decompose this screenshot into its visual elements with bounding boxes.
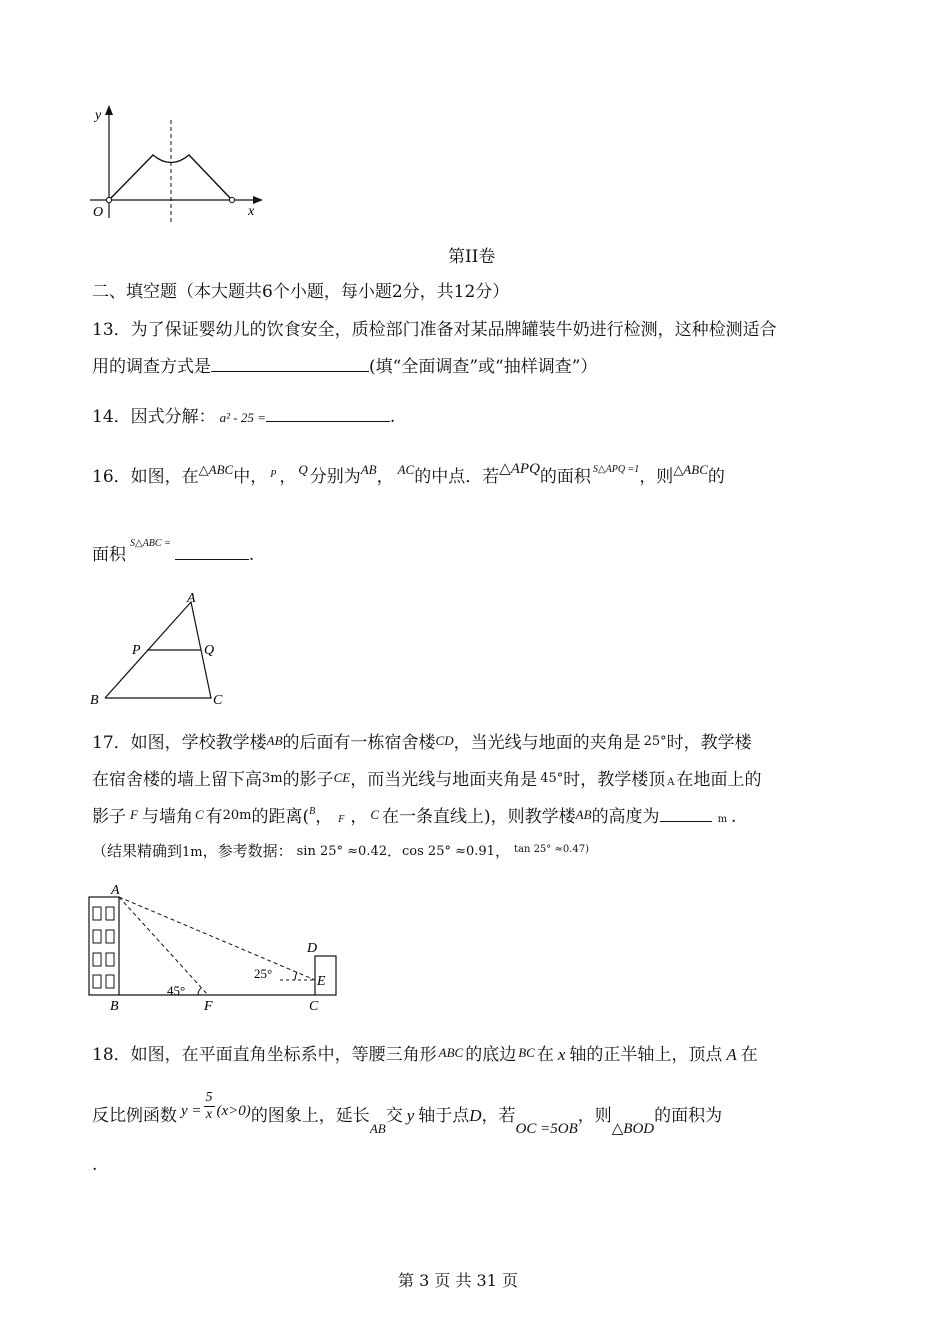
- part2-heading: 二、填空题（本大题共6个小题，每小题2分，共12分）: [92, 282, 510, 302]
- q17-text: ，: [315, 807, 333, 827]
- q17-math: C: [370, 807, 380, 822]
- q18-text: 的图象上，延长: [250, 1106, 370, 1126]
- q16-text: 16．如图，在: [92, 467, 199, 487]
- q17-math: B: [309, 806, 316, 817]
- q17-text: 在一条直线上)，则教学楼: [382, 807, 576, 827]
- q17-math: AB: [575, 807, 592, 822]
- q16-math: AB: [360, 462, 377, 477]
- q18-denominator: x: [205, 1107, 213, 1122]
- section-title: 第II卷: [448, 247, 496, 267]
- label-c: C: [309, 999, 319, 1012]
- q17-text: .: [731, 807, 737, 827]
- q14-label: 14．因式分解：: [92, 407, 216, 427]
- label-f: F: [204, 999, 213, 1012]
- q17-math: C: [194, 807, 204, 822]
- q16-text: ，: [279, 467, 297, 487]
- q17-text: 时，教学楼顶: [563, 770, 666, 790]
- q16-text: ，则: [639, 467, 674, 487]
- q17-text: 有: [205, 807, 223, 827]
- q18-math: (x>0): [216, 1103, 251, 1119]
- q16-math: S△ABC =: [130, 538, 171, 549]
- q17-text: （结果精确到: [92, 842, 183, 860]
- q17-text: ，当光线与地面的夹角是: [453, 733, 641, 753]
- q18-text: ，则: [577, 1106, 612, 1126]
- q16-line1: [92, 462, 725, 487]
- q17-text: 的后面有一栋宿舍楼: [282, 733, 436, 753]
- label-e: E: [317, 974, 326, 989]
- q13-line2: [92, 352, 597, 377]
- q18-math: △BOD: [611, 1121, 655, 1137]
- q16-math: △ABC: [673, 462, 708, 477]
- q18-math: BC: [518, 1045, 535, 1060]
- q18-text: 轴于点: [418, 1106, 470, 1126]
- label-a: A: [111, 883, 120, 898]
- q18-math: y =: [181, 1103, 202, 1119]
- q17-line1: [92, 728, 752, 753]
- point-p: P: [132, 643, 141, 658]
- q16-math: P: [270, 469, 277, 480]
- q17-text: 在地面上的: [676, 770, 762, 790]
- q17-math: CD: [435, 733, 454, 748]
- q16-answer-blank[interactable]: [175, 543, 249, 560]
- q16-math: △ABC: [198, 462, 234, 477]
- q17-text: 在宿舍楼的墙上留下高: [92, 770, 262, 790]
- q17-line2: [92, 765, 762, 790]
- q18-math: A: [726, 1045, 737, 1064]
- q16-text: 的: [707, 467, 725, 487]
- q14-math: a² - 25 =: [219, 410, 266, 425]
- q18-fraction: [204, 1090, 215, 1123]
- page-footer: 第 3 页 共 31 页: [398, 1271, 518, 1290]
- q14-line: [92, 402, 395, 427]
- q18-text: ，若: [481, 1106, 516, 1126]
- q18-line2: [92, 1090, 723, 1140]
- q16-text: 面积: [92, 545, 126, 565]
- q17-line3: [92, 802, 736, 827]
- q17-text: 影子: [92, 807, 126, 827]
- angle-45-label: 45°: [167, 983, 186, 998]
- q17-math: AB: [266, 733, 283, 748]
- q17-text: 的距离(: [251, 807, 310, 827]
- q17-text: 的高度为: [591, 807, 660, 827]
- q16-line2: [92, 540, 254, 565]
- q17-text: ，而当光线与地面夹角是: [350, 770, 538, 790]
- angle-25-label: 25°: [254, 966, 273, 981]
- q18-text: 交: [385, 1106, 403, 1126]
- label-b: B: [110, 999, 119, 1012]
- q17-math: F: [338, 814, 345, 825]
- q13-line2-pre: 用的调查方式是: [92, 357, 211, 377]
- q17-text: 时，教学楼: [666, 733, 752, 753]
- label-d: D: [307, 941, 318, 956]
- q16-math: S△APQ =1: [592, 464, 640, 475]
- q18-text: 反比例函数: [92, 1106, 177, 1126]
- q18-math: ABC: [438, 1045, 464, 1060]
- q18-text: 18．如图，在平面直角坐标系中，等腰三角形: [92, 1045, 437, 1065]
- point-q: Q: [204, 643, 215, 658]
- q14-end: .: [389, 407, 396, 427]
- q18-math: OC =5OB: [515, 1121, 578, 1137]
- q17-math: 20m: [222, 808, 252, 823]
- q17-text: ，: [350, 807, 368, 827]
- q17-math: 45°: [540, 771, 564, 786]
- vertex-b: B: [90, 693, 99, 708]
- q16-text: 的中点．若: [414, 467, 500, 487]
- q16-math: △APQ: [499, 461, 540, 477]
- q17-answer-blank[interactable]: [660, 805, 712, 822]
- q16-text: .: [248, 545, 255, 565]
- q13-answer-blank[interactable]: [211, 355, 369, 372]
- q18-text: 的底边: [465, 1045, 517, 1065]
- q17-math: A: [667, 777, 675, 788]
- q18-numerator: 5: [205, 1090, 213, 1105]
- vertex-a: A: [187, 591, 196, 606]
- q16-math: Q: [298, 462, 308, 477]
- q18-math: D: [469, 1106, 482, 1125]
- q16-text: 中，: [233, 467, 268, 487]
- origin-label: O: [93, 205, 104, 220]
- triangle-figure: [85, 588, 235, 708]
- y-axis-label: y: [95, 108, 102, 123]
- q17-math: F: [130, 807, 138, 822]
- q17-text: ，参考数据：: [202, 842, 293, 860]
- q17-text: 的影子: [282, 770, 334, 790]
- q17-text: ，: [494, 842, 510, 860]
- q18-math: x: [557, 1045, 566, 1064]
- q18-text: 在: [740, 1045, 758, 1065]
- q17-text: ．: [387, 842, 403, 860]
- q17-math: 25°: [643, 734, 667, 749]
- q18-line3: .: [92, 1155, 98, 1175]
- q17-math: CE: [333, 770, 351, 785]
- function-graph-figure: [85, 100, 275, 225]
- q16-math: AC: [397, 462, 415, 477]
- q14-answer-blank[interactable]: [266, 405, 390, 422]
- q13-line2-post: (填“全面调查”或“抽样调查”）: [369, 357, 598, 377]
- q13-line1: 13．为了保证婴幼儿的饮食安全，质检部门准备对某品牌罐装牛奶进行检测，这种检测适合: [92, 320, 777, 340]
- q18-text: 轴的正半轴上，顶点: [569, 1045, 723, 1065]
- q17-math: 3m: [262, 771, 283, 786]
- q17-math: tan 25° ≈0.47): [513, 844, 590, 855]
- buildings-figure: [85, 882, 345, 1012]
- q16-text: 分别为: [309, 467, 361, 487]
- q18-line1: [92, 1040, 758, 1065]
- q17-text: 17．如图，学校教学楼: [92, 733, 267, 753]
- q18-text: 在: [536, 1045, 554, 1065]
- q16-text: 的面积: [539, 467, 591, 487]
- q18-math: y: [406, 1106, 415, 1125]
- q17-math: 1m: [182, 845, 203, 860]
- q17-unit: m: [717, 814, 728, 825]
- q17-math: cos 25° ≈0.91: [402, 844, 495, 859]
- vertex-c: C: [213, 693, 223, 708]
- q18-text: 的面积为: [654, 1106, 723, 1126]
- x-axis-label: x: [248, 204, 255, 219]
- q16-text: ，: [376, 467, 394, 487]
- q18-math: AB: [369, 1121, 386, 1136]
- q17-line4: [92, 840, 589, 861]
- q17-math: sin 25° ≈0.42: [296, 844, 387, 859]
- q17-text: 与墙角: [141, 807, 193, 827]
